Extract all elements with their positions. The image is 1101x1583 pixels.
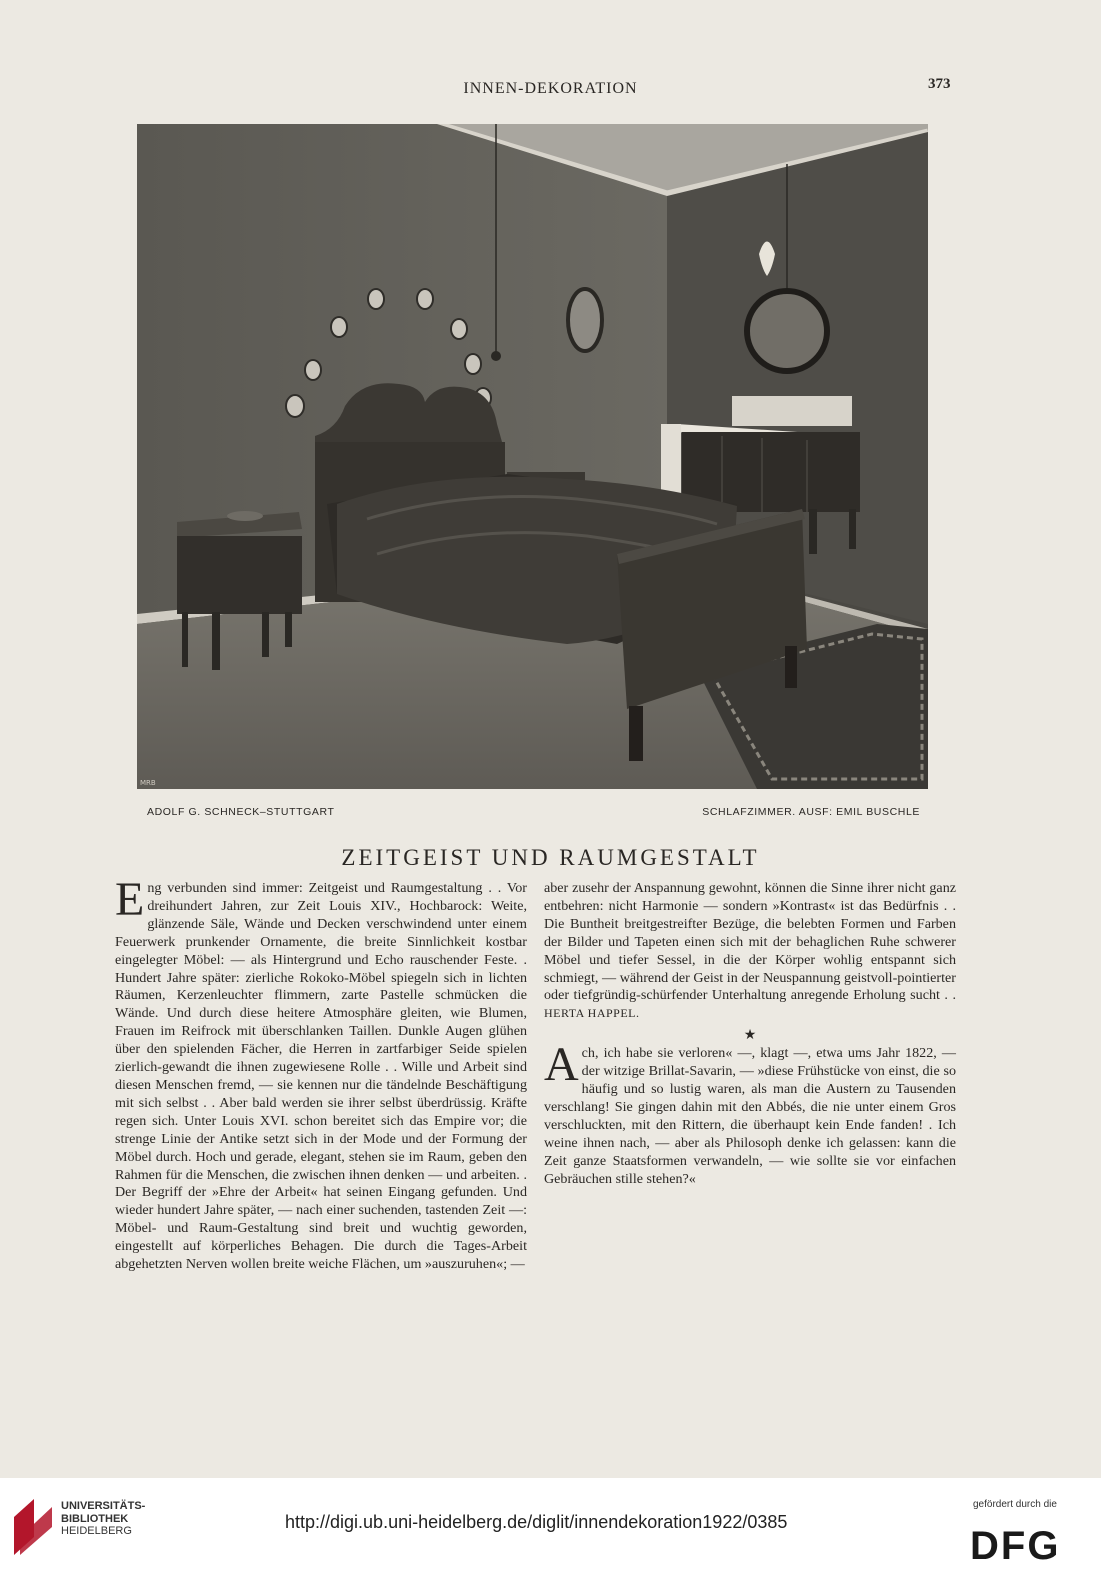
paragraph-1: [115, 873, 527, 1274]
text-column-right: [544, 880, 956, 1189]
permalink-url[interactable]: http://digi.ub.uni-heidelberg.de/diglit/innendekoration1922/0385: [285, 1512, 788, 1532]
library-line-1: UNIVERSITÄTS-: [61, 1500, 146, 1512]
paragraph-1-continuation: aber zusehr der Anspannung gewohnt, können die Sinne ihrer nicht ganz entbehren: nicht Harmonie — sondern »Kontrast« ist das Bedürfnis . . Die Buntheit breitgestreifter Bezüge, die belebten Formen und Farben der Bilder und Tapeten einen sich mit der behaglichen Ruhe schwerer Möbel und tiefer Sessel, in die der Körper wohlig entspannt sich schmiegt, — während der Geist in der Neuspannung geistvoll-pointierter oder tiefgründig-schürfender Unterhaltung anregende Erholung sucht . .: [544, 880, 956, 1004]
caption-architect: ADOLF G. SCHNECK–STUTTGART: [147, 806, 335, 818]
digitization-footer: [0, 1478, 1101, 1583]
university-library-logo-icon: [12, 1497, 54, 1557]
paragraph-1-text: ng verbunden sind immer: Zeitgeist und Raumgestaltung . . Vor dreihundert Jahren, zur Zeit Louis XIV., Hochbarock: Weite, glänzende Säle, Wände und Decken verschwindend unter einem Feuerwerk prunkender Ornamente, die breite Sinnlichkeit kostbar eingelegter Möbel: — als Hintergrund und Echo rauschender Feste. . Hundert Jahre später: zierliche Rokoko-Möbel spiegeln sich in lichten Räumen, Kerzenleuchter flimmern, zarte Pastelle schmücken die Wände. Und durch diese heitere Atmosphäre gleiten, wie Blumen, Frauen im Reifrock mit überschlanken Taillen. Dunkle Augen glühen über den spielenden Fächer, die Herren in zartfarbiger Seide spielen zierlich-gewandt die ihnen zugewiesene Rolle . . Wille und Arbeit sind diesen Menschen fremd, — sie kennen nur die tändelnde Beschäftigung mit sich selbst . . Aber bald werden sie ihrer selbst überdrüssig. Kräfte regen sich. Unter Louis XVI. schon bereitet sich das Empire vor; die strenge Linie der Antike setzt sich in der Mode und der Formung der Möbel durch. Hoch und gerade, elegant, stehen sie im Raum, geben den Rahmen für die Menschen, die zwischen ihnen denken — und arbeiten. . Der Begriff der »Ehre der Arbeit« hat seinen Eingang gefunden. Und wieder hundert Jahre später, — nach einer suchenden, tastenden Zeit —: Möbel- und Raum-Gestaltung sind breit und wuchtig geworden, eingestellt auf körperliches Behagen. Die durch die Tages-Arbeit abgehetzten Nerven wollen breite weiche Flächen, um »auszuruhen«; —: [115, 880, 527, 1273]
running-head: INNEN-DEKORATION: [463, 80, 638, 97]
right-column-flow: [544, 880, 956, 1189]
photo-mark: MRB: [140, 779, 156, 787]
library-line-2: BIBLIOTHEK: [61, 1512, 129, 1525]
dfg-logo: DFG: [970, 1524, 1061, 1568]
drop-cap-a: A: [544, 1038, 579, 1092]
paragraph-2-text: ch, ich habe sie verloren« —, klagt —, etwa ums Jahr 1822, — der witzige Brillat-Savarin, — »diese Frühstücke von einst, die so häufig und so lustig waren, als man die Austern zu Tausenden verschlang! Sie gingen dahin mit den Abbés, die nie unter einem Gros verschluckten, mit den Rittern, die überhaupt kein Ende fanden! . Ich weine ihnen nach, — aber als Philosoph denke ich gelassen: kann die Zeit ganze Staatsformen verwandeln, — wie sollte sie vor einfachen Gebräuchen stille stehen?«: [544, 1045, 956, 1187]
text-column-left: [115, 873, 527, 1274]
bedroom-photograph: [137, 124, 928, 789]
library-line-3: HEIDELBERG: [61, 1525, 132, 1537]
caption-room: SCHLAFZIMMER. AUSF: EMIL BUSCHLE: [702, 806, 920, 818]
article-title: ZEITGEIST UND RAUMGESTALT: [341, 845, 760, 870]
author-signature: HERTA HAPPEL.: [544, 1006, 640, 1021]
bedroom-photograph-drawing: [137, 124, 928, 789]
page-number: 373: [928, 76, 951, 92]
funding-note: gefördert durch die: [973, 1499, 1057, 1510]
drop-cap-e: E: [115, 873, 145, 926]
paragraph-2: [544, 1038, 956, 1188]
library-name: [61, 1500, 145, 1538]
section-star: ★: [743, 1028, 757, 1044]
